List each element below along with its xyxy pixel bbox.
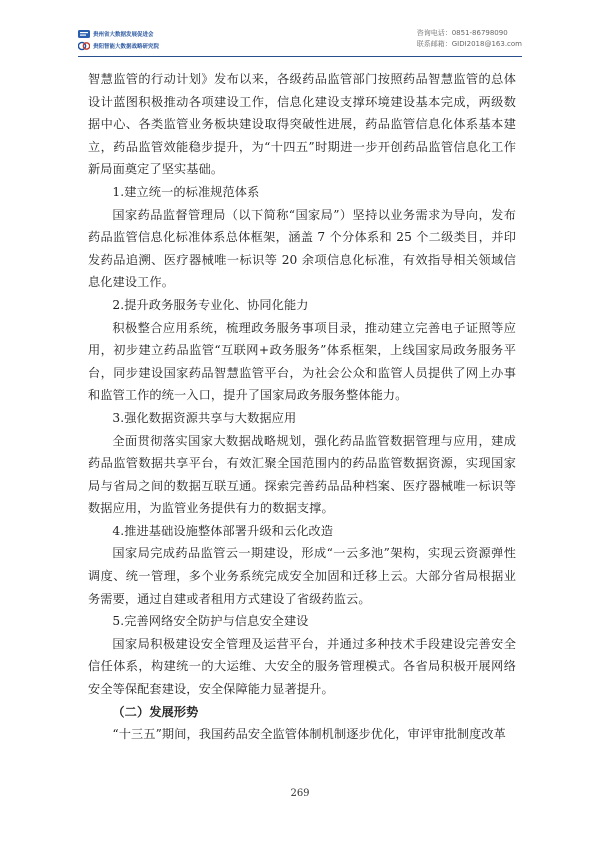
section-heading: 2.提升政务服务专业化、协同化能力: [112, 297, 309, 312]
document-body: [88, 68, 516, 746]
header-divider: [78, 56, 522, 57]
institute-logo-icon: [78, 41, 90, 51]
contact-phone: 咨询电话：0851-86798090: [416, 29, 508, 37]
paragraph: 国家局完成药品监管云一期建设，形成“一云多池”架构，实现云资源弹性调度、统一管理，多个业务系统完成安全加固和迁移上云。大部分省局根据业务需要，通过自建或者租用方式建设了省级药监云。: [88, 546, 516, 606]
contact-info: [417, 28, 522, 50]
section-heading: 4.推进基础设施整体部署升级和云化改造: [112, 523, 334, 538]
chapter-heading: （二）发展形势: [112, 704, 199, 719]
section-heading: 5.完善网络安全防护与信息安全建设: [112, 614, 309, 629]
page-header: [78, 26, 522, 52]
paragraph: “十三五”期间，我国药品安全监管体制机制逐步优化，审评审批制度改革: [112, 727, 506, 742]
org-logo-row-1: [78, 28, 154, 40]
org-name-1: 贵州省大数据发展促进会: [93, 32, 154, 38]
paragraph: 智慧监管的行动计划》发布以来，各级药品监管部门按照药品智慧监管的总体设计蓝图积极推动各项建设工作，信息化建设支撑环境建设基本完成，两级数据中心、各类监管业务板块建设取得突破性进展，药品监管信息化体系基本建立，药品监管效能稳步提升，为“十四五”时期进一步开创药品监管信息化工作新局面奠定了坚实基础。: [88, 72, 516, 177]
org-name-2: 贵阳智能大数据战略研究院: [93, 44, 160, 50]
paragraph: 全面贯彻落实国家大数据战略规划，强化药品监管数据管理与应用，建成药品监管数据共享平台，有效汇聚全国范围内的药品监管数据资源，实现国家局与省局之间的数据互联互通。探索完善药品品种档案、医疗器械唯一标识等数据应用，为监管业务提供有力的数据支撑。: [88, 433, 516, 516]
section-heading: 3.强化数据资源共享与大数据应用: [112, 410, 297, 425]
org-logo-icon: [78, 29, 90, 39]
org-logo-row-2: [78, 40, 159, 52]
paragraph: 积极整合应用系统，梳理政务服务事项目录，推动建立完善电子证照等应用，初步建立药品监管“互联网+政务服务”体系框架，上线国家局政务服务平台，同步建设国家药品智慧监管平台，为社会公众和监管人员提供了网上办事和监管工作的统一入口，提升了国家局政务服务整体能力。: [88, 320, 516, 403]
paragraph: 国家药品监督管理局（以下简称“国家局”）坚持以业务需求为导向，发布药品监管信息化标准体系总体框架，涵盖 7 个分体系和 25 个二级类目，并印发药品追溯、医疗器械唯一标识等 20 余项信息化标准，有效指导相关领域信息化建设工作。: [88, 207, 516, 290]
contact-email: 联系邮箱：GIDI2018@163.com: [416, 40, 522, 48]
paragraph: 国家局积极建设安全管理及运营平台，并通过多种技术手段建设完善安全信任体系，构建统一的大运维、大安全的服务管理模式。各省局积极开展网络安全等保配套建设，安全保障能力显著提升。: [88, 636, 516, 697]
section-heading: 1.建立统一的标准规范体系: [112, 184, 260, 199]
page-number: 269: [290, 788, 310, 799]
